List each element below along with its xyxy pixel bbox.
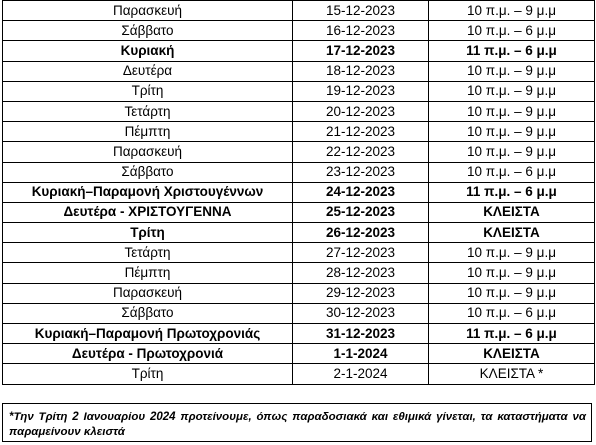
table-row bbox=[3, 324, 595, 344]
day-cell: Τρίτη bbox=[3, 223, 293, 243]
day-cell: Παρασκευή bbox=[3, 283, 293, 303]
date-cell: 26-12-2023 bbox=[293, 223, 429, 243]
day-cell: Τετάρτη bbox=[3, 243, 293, 263]
date-cell: 27-12-2023 bbox=[293, 243, 429, 263]
date-cell: 24-12-2023 bbox=[293, 182, 429, 202]
table-row bbox=[3, 122, 595, 142]
footnote-text: *Την Τρίτη 2 Ιανουαρίου 2024 προτείνουμε, όπως παραδοσιακά και εθιμικά γίνεται, τα καταστήματα να παραμείνουν κλειστά bbox=[9, 411, 586, 438]
table-row bbox=[3, 1, 595, 21]
table-row bbox=[3, 223, 595, 243]
date-cell: 29-12-2023 bbox=[293, 283, 429, 303]
date-cell: 28-12-2023 bbox=[293, 263, 429, 283]
table-row bbox=[3, 202, 595, 222]
date-cell: 20-12-2023 bbox=[293, 101, 429, 121]
date-cell: 21-12-2023 bbox=[293, 122, 429, 142]
table-row bbox=[3, 21, 595, 41]
day-cell: Δευτέρα - ΧΡΙΣΤΟΥΓΕΝΝΑ bbox=[3, 202, 293, 222]
table-row bbox=[3, 41, 595, 61]
table-row bbox=[3, 61, 595, 81]
hours-cell: 10 π.μ. – 9 μ.μ bbox=[429, 122, 595, 142]
day-cell: Τρίτη bbox=[3, 81, 293, 101]
date-cell: 18-12-2023 bbox=[293, 61, 429, 81]
hours-cell: 10 π.μ. – 9 μ.μ bbox=[429, 61, 595, 81]
date-cell: 30-12-2023 bbox=[293, 303, 429, 323]
hours-cell: 10 π.μ. – 9 μ.μ bbox=[429, 263, 595, 283]
table-row bbox=[3, 303, 595, 323]
table-row bbox=[3, 243, 595, 263]
day-cell: Σάββατο bbox=[3, 303, 293, 323]
holiday-hours-table-body bbox=[3, 1, 595, 385]
hours-cell: ΚΛΕΙΣΤΑ bbox=[429, 344, 595, 364]
hours-cell: 10 π.μ. – 9 μ.μ bbox=[429, 142, 595, 162]
footnote-box bbox=[2, 403, 592, 442]
table-row bbox=[3, 263, 595, 283]
day-cell: Πέμπτη bbox=[3, 122, 293, 142]
table-row bbox=[3, 81, 595, 101]
day-cell: Παρασκευή bbox=[3, 142, 293, 162]
holiday-hours-table bbox=[2, 0, 595, 385]
date-cell: 1-1-2024 bbox=[293, 344, 429, 364]
date-cell: 17-12-2023 bbox=[293, 41, 429, 61]
day-cell: Παρασκευή bbox=[3, 1, 293, 21]
day-cell: Κυριακή–Παραμονή Πρωτοχρονιάς bbox=[3, 324, 293, 344]
day-cell: Κυριακή bbox=[3, 41, 293, 61]
table-row bbox=[3, 142, 595, 162]
day-cell: Δευτέρα bbox=[3, 61, 293, 81]
table-row bbox=[3, 283, 595, 303]
day-cell: Τετάρτη bbox=[3, 101, 293, 121]
hours-cell: 11 π.μ. – 6 μ.μ bbox=[429, 41, 595, 61]
table-row bbox=[3, 101, 595, 121]
hours-cell: 11 π.μ. – 6 μ.μ bbox=[429, 182, 595, 202]
hours-cell: 10 π.μ. – 6 μ.μ bbox=[429, 21, 595, 41]
hours-cell: 10 π.μ. – 9 μ.μ bbox=[429, 101, 595, 121]
table-row bbox=[3, 182, 595, 202]
date-cell: 25-12-2023 bbox=[293, 202, 429, 222]
hours-cell: 10 π.μ. – 6 μ.μ bbox=[429, 303, 595, 323]
hours-cell: 10 π.μ. – 9 μ.μ bbox=[429, 243, 595, 263]
table-row bbox=[3, 162, 595, 182]
date-cell: 19-12-2023 bbox=[293, 81, 429, 101]
hours-cell: ΚΛΕΙΣΤΑ bbox=[429, 202, 595, 222]
table-row bbox=[3, 364, 595, 384]
table-row bbox=[3, 344, 595, 364]
hours-cell: 10 π.μ. – 9 μ.μ bbox=[429, 1, 595, 21]
hours-cell: ΚΛΕΙΣΤΑ bbox=[429, 223, 595, 243]
day-cell: Σάββατο bbox=[3, 21, 293, 41]
date-cell: 23-12-2023 bbox=[293, 162, 429, 182]
hours-cell: 11 π.μ. – 6 μ.μ bbox=[429, 324, 595, 344]
date-cell: 15-12-2023 bbox=[293, 1, 429, 21]
day-cell: Σάββατο bbox=[3, 162, 293, 182]
hours-cell: ΚΛΕΙΣΤΑ * bbox=[429, 364, 595, 384]
day-cell: Πέμπτη bbox=[3, 263, 293, 283]
hours-cell: 10 π.μ. – 9 μ.μ bbox=[429, 283, 595, 303]
hours-cell: 10 π.μ. – 6 μ.μ bbox=[429, 162, 595, 182]
date-cell: 16-12-2023 bbox=[293, 21, 429, 41]
date-cell: 2-1-2024 bbox=[293, 364, 429, 384]
hours-cell: 10 π.μ. – 9 μ.μ bbox=[429, 81, 595, 101]
day-cell: Δευτέρα - Πρωτοχρονιά bbox=[3, 344, 293, 364]
day-cell: Τρίτη bbox=[3, 364, 293, 384]
date-cell: 31-12-2023 bbox=[293, 324, 429, 344]
day-cell: Κυριακή–Παραμονή Χριστουγέννων bbox=[3, 182, 293, 202]
date-cell: 22-12-2023 bbox=[293, 142, 429, 162]
